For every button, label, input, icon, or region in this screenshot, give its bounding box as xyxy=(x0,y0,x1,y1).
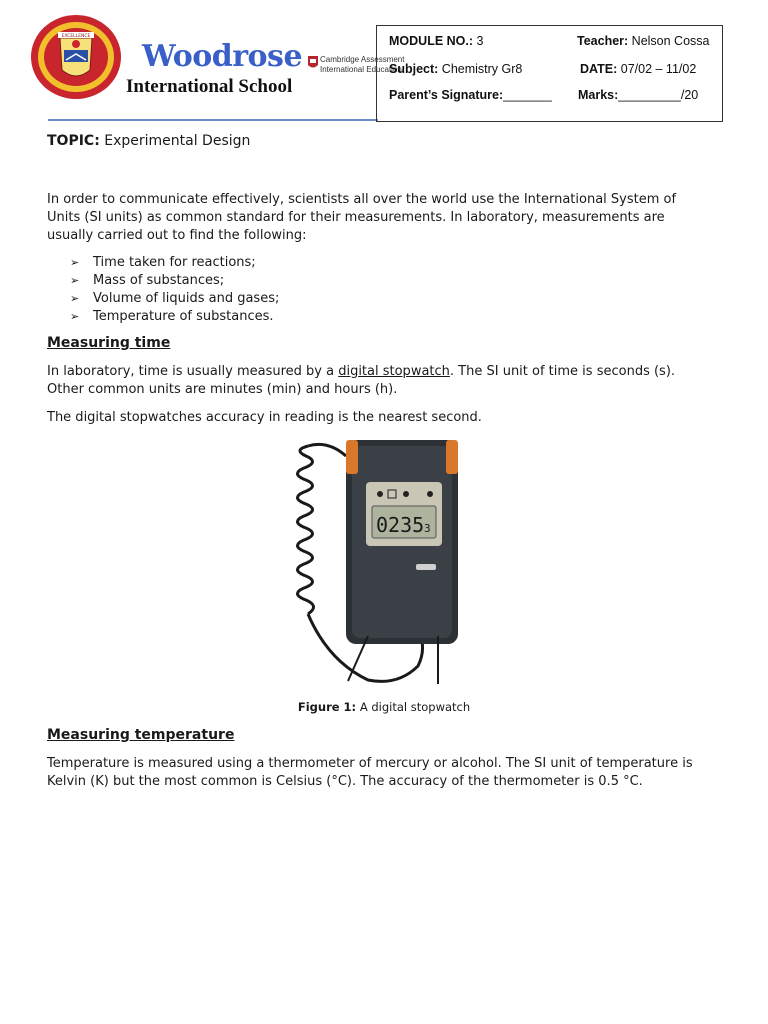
marks-field xyxy=(578,88,698,102)
school-name: Woodrose xyxy=(142,39,303,74)
list-item-text: Mass of substances; xyxy=(93,273,225,288)
stopwatch-display-small: 3 xyxy=(424,522,431,535)
temp-line1: Temperature is measured using a thermometer of mercury or alcohol. The SI unit of temperature is xyxy=(47,756,693,771)
heading-measuring-temperature: Measuring temperature xyxy=(47,727,235,743)
list-item-text: Time taken for reactions; xyxy=(93,255,256,270)
school-crest-logo xyxy=(30,14,122,100)
list-item xyxy=(70,308,279,326)
topic-line xyxy=(47,133,250,149)
time-p1-after: . The SI unit of time is seconds (s). xyxy=(449,364,676,379)
measurement-list xyxy=(70,254,279,326)
digital-stopwatch-term: digital stopwatch xyxy=(338,364,450,379)
subject-field xyxy=(389,62,522,76)
parent-value: _______ xyxy=(503,88,552,102)
crest-motto: EXCELLENCE xyxy=(61,34,91,39)
time-p1-line2: Other common units are minutes (min) and hours (h). xyxy=(47,382,398,397)
date-label: DATE: xyxy=(580,62,618,76)
time-paragraph-2: The digital stopwatches accuracy in reading is the nearest second. xyxy=(47,410,482,425)
cambridge-line2: International Education xyxy=(320,65,402,74)
header-divider xyxy=(48,119,378,121)
parent-signature-field xyxy=(389,88,552,102)
temperature-paragraph xyxy=(47,755,717,791)
list-item xyxy=(70,290,279,308)
teacher-label: Teacher: xyxy=(577,34,629,48)
list-item-text: Volume of liquids and gases; xyxy=(93,291,280,306)
parent-label: Parent’s Signature: xyxy=(389,88,504,102)
module-value: 3 xyxy=(476,34,484,48)
list-item xyxy=(70,272,279,290)
figure-label: Figure 1: xyxy=(297,700,357,714)
marks-label: Marks: xyxy=(578,88,619,102)
cambridge-line1: Cambridge Assessment xyxy=(320,55,405,64)
subject-label: Subject: xyxy=(389,62,439,76)
figure-text: A digital stopwatch xyxy=(359,700,471,714)
marks-value: _________/20 xyxy=(618,88,699,102)
list-item xyxy=(70,254,279,272)
arrow-bullet-icon: ➢ xyxy=(70,274,80,287)
school-subtitle: International School xyxy=(126,76,293,97)
temp-line2: Kelvin (K) but the most common is Celsius (°C). The accuracy of the thermometer is 0.5 °C. xyxy=(47,774,643,789)
stopwatch-image xyxy=(288,436,468,686)
time-p1-before: In laboratory, time is usually measured by a xyxy=(47,364,339,379)
module-field xyxy=(389,34,483,48)
topic-value: Experimental Design xyxy=(104,133,251,149)
arrow-bullet-icon: ➢ xyxy=(70,256,80,269)
time-p1-line1 xyxy=(47,363,717,381)
list-item-text: Temperature of substances. xyxy=(93,309,274,324)
date-value: 07/02 – 11/02 xyxy=(620,62,697,76)
intro-line1: In order to communicate effectively, scientists all over the world use the International System of xyxy=(47,192,677,207)
subject-value: Chemistry Gr8 xyxy=(441,62,523,76)
teacher-value: Nelson Cossa xyxy=(631,34,710,48)
heading-measuring-time: Measuring time xyxy=(47,335,171,351)
time-paragraph-1 xyxy=(47,363,717,399)
intro-line2: Units (SI units) as common standard for their measurements. In laboratory, measurements are xyxy=(47,210,665,225)
arrow-bullet-icon: ➢ xyxy=(70,310,80,323)
teacher-field xyxy=(577,34,710,48)
intro-line3: usually carried out to find the following: xyxy=(47,228,307,243)
cambridge-shield-icon xyxy=(307,55,319,71)
stopwatch-display-main: 0235 xyxy=(376,513,425,537)
module-label: MODULE NO.: xyxy=(389,34,474,48)
date-field xyxy=(580,62,696,76)
figure-caption xyxy=(0,700,768,714)
intro-paragraph xyxy=(47,191,717,245)
arrow-bullet-icon: ➢ xyxy=(70,292,80,305)
topic-label: TOPIC: xyxy=(47,133,100,149)
